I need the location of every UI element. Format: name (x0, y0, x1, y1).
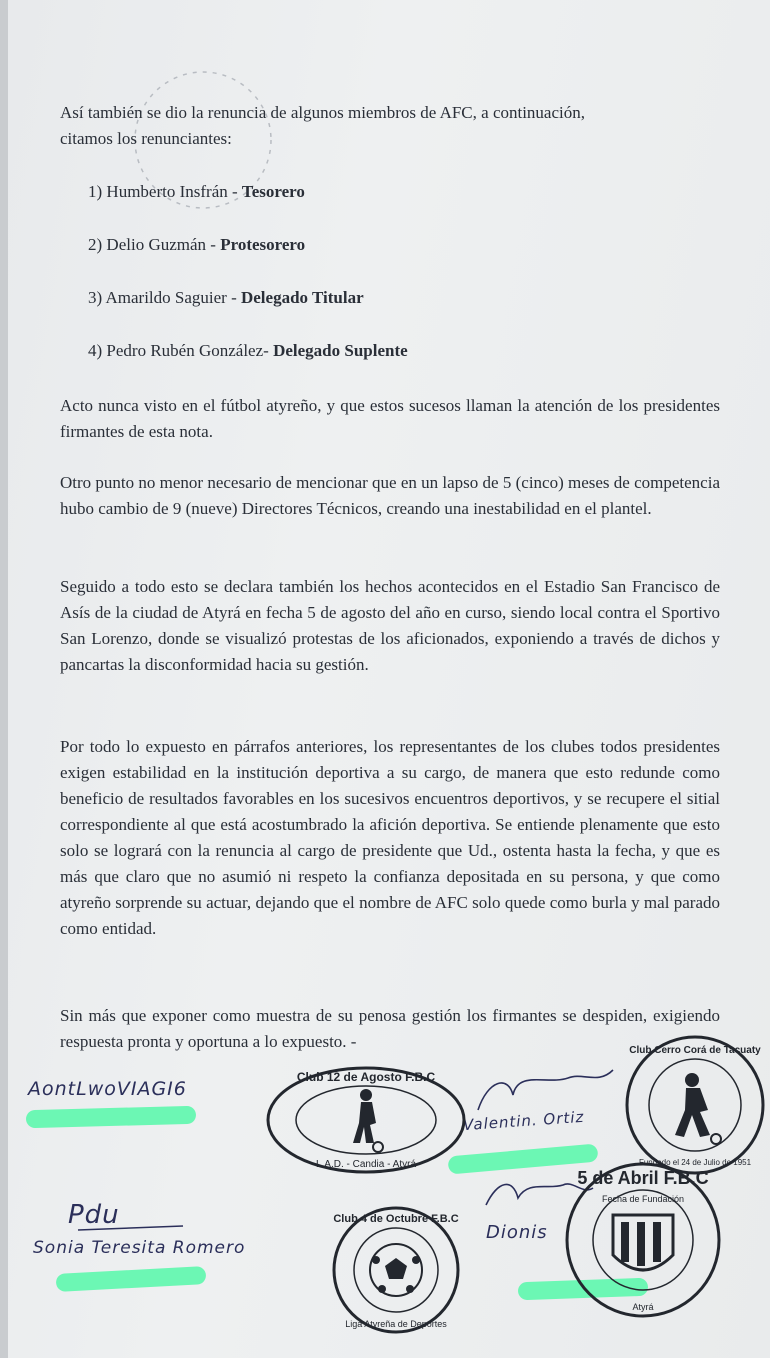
stamp-sub-text: Fecha de Fundación (601, 1194, 685, 1204)
resignee-role: Delegado Titular (240, 288, 364, 307)
signature-3: Pdu (68, 1200, 120, 1230)
paragraph-4: Por todo lo expuesto en párrafos anteriores, los representantes de los clubes todos presidentes exigen estabilidad en la institución deportiva a su cargo, de manera que esto redunde como beneficio de resultados favorables en los sucesivos encuentros deportivos, y se recupere el sitial correspondiente al que está acostumbrado la afición deportiva. Se entiende plenamente que esto solo se logrará con la renuncia al cargo de presidente que Ud., ostenta hasta la fecha, y que es más que claro que no asumió ni respeto la confianza depositada en su persona, y que como atyreño sorprende su actuar, dejando que el nombre de AFC solo quede como burla y mal parado como entidad. (60, 737, 720, 938)
stamp-bottom-text: Atyrá (632, 1302, 654, 1312)
resignation-item-2 (88, 235, 305, 255)
soccer-ball-icon (370, 1244, 422, 1296)
resignee-name: Humberto Insfrán - (106, 182, 242, 201)
stamp-5-de-abril (563, 1160, 723, 1320)
resignation-item-1 (88, 182, 305, 202)
resignation-item-3 (88, 288, 364, 308)
stamp-bottom-text: Liga Atyreña de Deportes (345, 1319, 447, 1329)
paragraph-1: Acto nunca visto en el fútbol atyreño, y que estos sucesos llaman la atención de los presidentes firmantes de esta nota. (60, 396, 720, 441)
stamp-bottom-text: L.A.D. - Candia - Atyrá (315, 1159, 417, 1170)
resignee-name: Amarildo Saguier - (105, 288, 241, 307)
signature-5-scribble (8, 0, 9, 1)
stamp-bottom-text: Fundado el 24 de Julio de 1951 (638, 1158, 752, 1167)
stamp-top-text: 5 de Abril F.B.C (577, 1168, 709, 1188)
stamp-club-12-de-agosto (266, 1065, 466, 1175)
redaction-highlight-3 (56, 1266, 207, 1292)
intro-line-1: Así también se dio la renuncia de algunos miembros de AFC, a continuación, (60, 103, 585, 122)
stamp-top-text: Club 12 de Agosto F.B.C (296, 1070, 436, 1084)
document-page (8, 0, 770, 1358)
club-shield-icon (613, 1215, 673, 1270)
resignee-role: Protesorero (220, 235, 306, 254)
resignee-name: Delio Guzmán - (106, 235, 221, 254)
paragraph-3: Seguido a todo esto se declara también los hechos acontecidos en el Estadio San Francisco de Asís de la ciudad de Atyrá en fecha 5 de agosto del año en curso, siendo local contra el Sportivo San Lorenzo, donde se visualizó protestas de los aficionados, exponiendo a través de dichos y pancartas la disconformidad hacia su gestión. (60, 577, 720, 674)
resignee-role: Delegado Suplente (273, 341, 408, 360)
item-number: 2) (88, 235, 103, 254)
stamp-top-text: Club 4 de Octubre F.B.C (333, 1213, 459, 1225)
intro-line-2: citamos los renunciantes: (60, 129, 232, 148)
football-player-icon (353, 1089, 383, 1152)
item-number: 3) (88, 288, 103, 307)
paragraph-5: Sin más que exponer como muestra de su penosa gestión los firmantes se despiden, exigiendo respuesta pronta y oportuna a lo expuesto. - (60, 1006, 720, 1051)
stamp-top-text: Club Cerro Corá de Tacuaty (629, 1045, 761, 1056)
resignee-name: Pedro Rubén González- (106, 341, 274, 360)
item-number: 1) (88, 182, 103, 201)
intro-paragraph (60, 100, 720, 152)
resignee-role: Tesorero (241, 182, 305, 201)
paragraph-2: Otro punto no menor necesario de mencionar que en un lapso de 5 (cinco) meses de competencia hubo cambio de 9 (nueve) Directores Técnicos, creando una inestabilidad en el plantel. (60, 473, 720, 518)
signature-1: AontLwoVIAGI6 (28, 1078, 187, 1100)
stamp-cerro-cora (620, 1035, 770, 1175)
stamp-4-de-octubre (306, 1205, 486, 1335)
signature-4: Sonia Teresita Romero (33, 1238, 246, 1258)
resignation-item-4 (88, 341, 408, 361)
redaction-highlight-1 (26, 1106, 196, 1128)
signature-5: Dionis (486, 1222, 548, 1243)
item-number: 4) (88, 341, 103, 360)
football-player-icon (675, 1073, 721, 1144)
signature-2: Valentin. Ortiz (462, 1107, 585, 1135)
